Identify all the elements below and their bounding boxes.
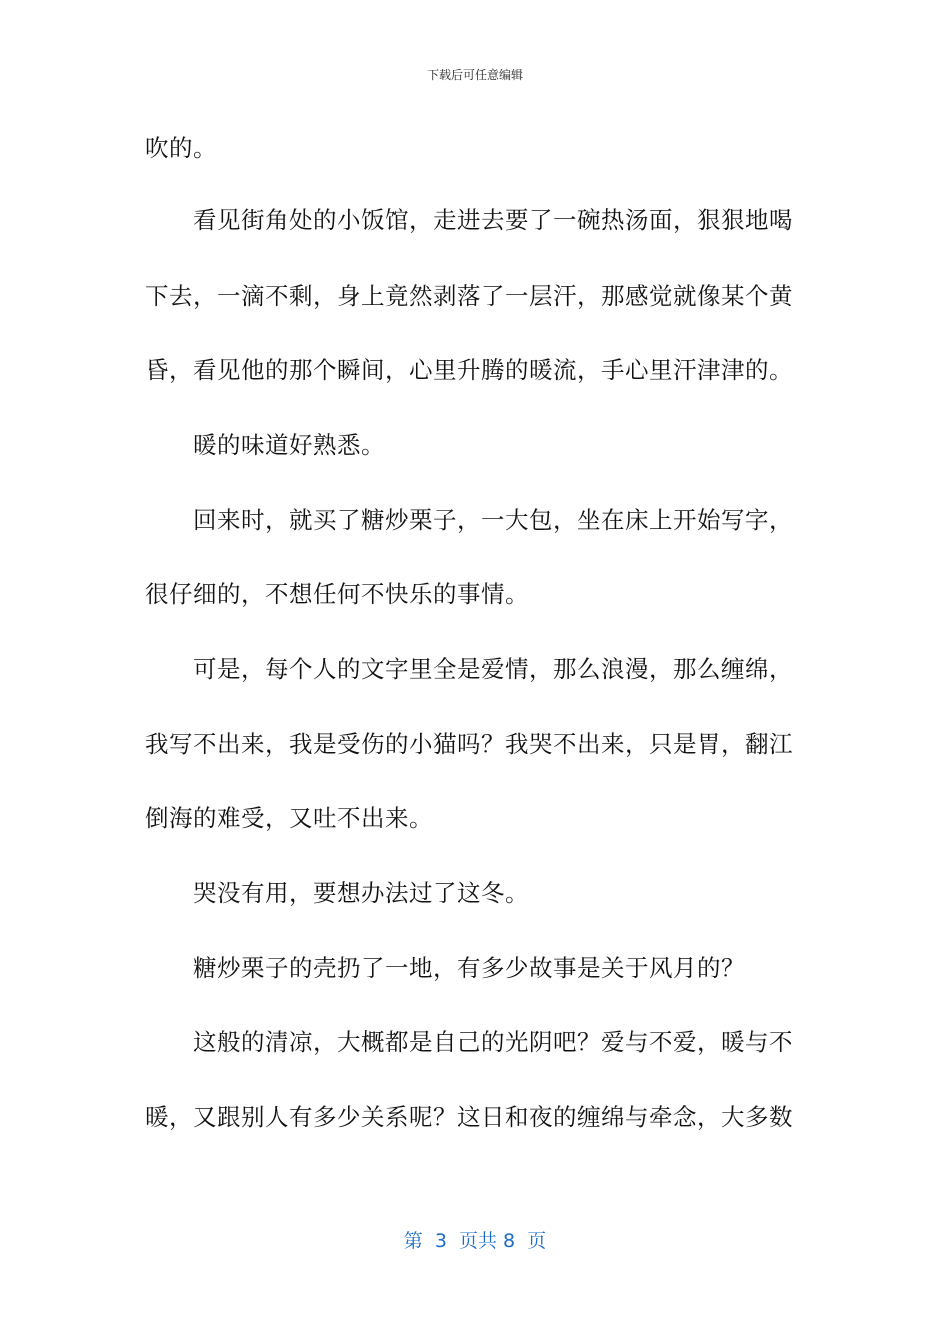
paragraph-line: 糖炒栗子的壳扔了一地，有多少故事是关于风月的？ (193, 954, 745, 982)
text-line: 暖，又跟别人有多少关系呢？这日和夜的缠绵与牵念，大多数 (145, 1103, 793, 1131)
paragraph-line: 暖的味道好熟悉。 (193, 431, 385, 459)
text-line: 吹的。 (145, 134, 217, 162)
text-line: 我写不出来，我是受伤的小猫吗？我哭不出来，只是胃，翻江 (145, 730, 793, 758)
paragraph-line: 可是，每个人的文字里全是爱情，那么浪漫，那么缠绵， (193, 655, 793, 683)
page-indicator: 第 3 页共 8 页 (403, 1230, 547, 1252)
paragraph-line: 看见街角处的小饭馆，走进去要了一碗热汤面，狠狠地喝 (193, 206, 793, 234)
paragraph-line: 这般的清凉，大概都是自己的光阴吧？爱与不爱，暖与不 (193, 1028, 793, 1056)
text-line: 昏，看见他的那个瞬间，心里升腾的暖流，手心里汗津津的。 (145, 356, 793, 384)
paragraph-line: 哭没有用，要想办法过了这冬。 (193, 879, 529, 907)
text-line: 下去，一滴不剩，身上竟然剥落了一层汗，那感觉就像某个黄 (145, 282, 793, 310)
text-line: 很仔细的，不想任何不快乐的事情。 (145, 580, 529, 608)
text-line: 倒海的难受，又吐不出来。 (145, 804, 433, 832)
paragraph-line: 回来时，就买了糖炒栗子，一大包，坐在床上开始写字， (193, 506, 793, 534)
header-note: 下载后可任意编辑 (426, 68, 523, 82)
